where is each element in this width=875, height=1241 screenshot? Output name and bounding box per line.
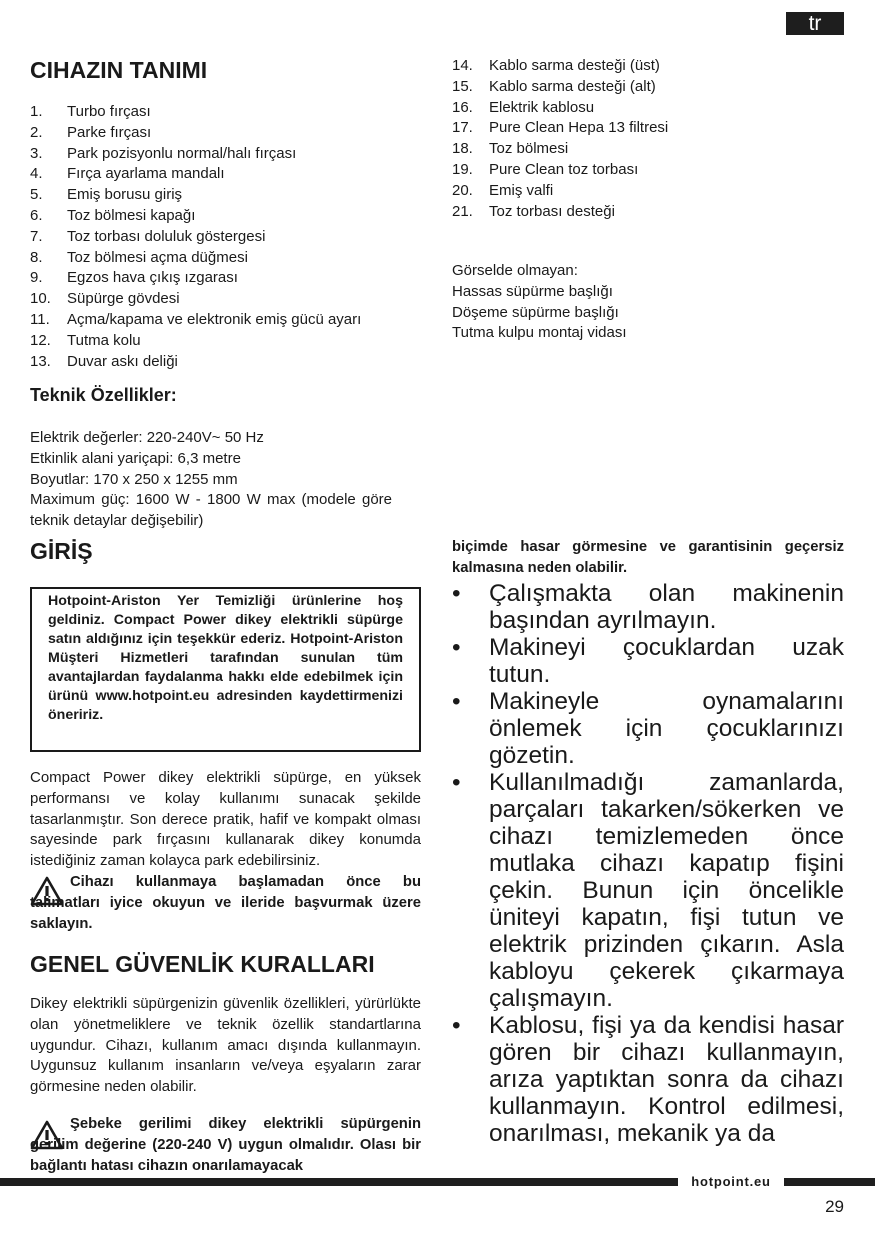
part-item [30, 352, 361, 373]
part-item [452, 160, 668, 181]
part-item [30, 185, 361, 206]
footer-rule-left [0, 1178, 678, 1186]
bullet-dot: • [452, 769, 461, 796]
part-item [30, 164, 361, 185]
spec-line: Boyutlar: 170 x 250 x 1255 mm [30, 470, 238, 488]
part-number: 2. [30, 123, 43, 141]
part-label: Toz bölmesi açma düğmesi [67, 248, 248, 266]
part-number: 12. [30, 331, 51, 349]
part-label: Toz torbası desteği [489, 202, 615, 220]
part-number: 14. [452, 57, 473, 74]
safety-bullet-text: Makineyle oynamalarını önlemek için çocuklarınızı gözetin. [489, 688, 844, 769]
safety-paragraph: Dikey elektrikli süpürgenizin güvenlik özellikleri, yürürlükte olan yönetmeliklere ve teknik özellik standartlarına uygundur. Cihazı, kullanım amacı dışında kullanmayın. Uygunsuz kullanım insanların ve/veya eşyaların zarar görmesine neden olabilir. [30, 995, 421, 1096]
bullet-dot: • [452, 1012, 461, 1039]
spec-line: Elektrik değerler: 220-240V~ 50 Hz [30, 429, 264, 446]
part-item [452, 202, 668, 223]
part-number: 3. [30, 144, 43, 162]
part-item [30, 227, 361, 248]
part-label: Emiş borusu giriş [67, 186, 183, 204]
part-number: 11. [30, 310, 50, 328]
part-number: 16. [452, 98, 473, 116]
not-shown-list [452, 261, 627, 344]
part-item [30, 144, 361, 165]
part-item [30, 102, 361, 123]
part-number: 21. [452, 202, 473, 220]
safety-bullet-text: Kablosu, fişi ya da kendisi hasar gören bir cihazı kullanmayın, arıza yaptıktan sonra da cihazı kullanmayın. Kontrol edilmesi, onarılması, mekanik ya da [489, 1012, 844, 1147]
part-item [452, 77, 668, 98]
not-shown-item: Hassas süpürme başlığı [452, 282, 613, 300]
safety-bullet [452, 580, 844, 634]
part-label: Elektrik kablosu [489, 98, 595, 116]
part-item [452, 56, 668, 77]
safety-bullet [452, 769, 844, 1012]
not-shown-item: Tutma kulpu montaj vidası [452, 324, 627, 342]
parts-list-right [452, 56, 668, 222]
part-number: 15. [452, 77, 473, 95]
part-item [452, 118, 668, 139]
part-number: 5. [30, 186, 43, 204]
part-label: Toz bölmesi kapağı [67, 206, 196, 224]
part-label: Toz bölmesi [489, 140, 569, 158]
part-item [30, 123, 361, 144]
safety-bullet-text: Kullanılmadığı zamanlarda, parçaları takarken/sökerken ve cihazı temizlemeden önce mutlaka cihazı kapatıp fişini çekin. Bunun için öncelikle üniteyi kapatın, fişi tutun ve elektrik prizinden çıkarın. Asla kabloyu çekerek çıkarmaya çalışmayın. [489, 769, 844, 1012]
part-number: 18. [452, 140, 473, 158]
part-label: Egzos hava çıkış ızgarası [67, 269, 238, 287]
part-label: Kablo sarma desteği (üst) [489, 57, 660, 74]
parts-list-left [30, 102, 361, 372]
safety-title: GENEL GÜVENLİK KURALLARI [30, 951, 375, 977]
footer-rule-right [784, 1178, 875, 1186]
safety-warning: Şebeke gerilimi dikey elektrikli süpürgenin gerilim değerine (220-240 V) uygun olmalıdır. Olası bir bağlantı hatası cihazın onarılamayacak [30, 1116, 421, 1174]
welcome-box [30, 587, 421, 752]
part-label: Pure Clean toz torbası [489, 160, 639, 178]
welcome-text: Hotpoint-Ariston Yer Temizliği ürünlerine hoş geldiniz. Compact Power dikey elektrikli süpürge satın aldığınız için teşekkür ederiz. Hotpoint-Ariston Müşteri Hizmetleri tarafından sunulan tüm avantajlardan faydalanma hakkı elde edebilmek için ürünü www.hotpoint.eu adresinden kaydettirmenizi öneririz. [48, 593, 403, 723]
part-number: 19. [452, 160, 473, 178]
part-item [452, 181, 668, 202]
part-label: Park pozisyonlu normal/halı fırçası [67, 144, 297, 162]
not-shown-item: Görselde olmayan: [452, 262, 578, 279]
safety-bullet-text: Çalışmakta olan makinenin başından ayrılmayın. [489, 580, 844, 634]
part-item [30, 248, 361, 269]
part-item [30, 331, 361, 352]
intro-paragraph: Compact Power dikey elektrikli süpürge, en yüksek performansı ve kolay kullanımı sunacak şekilde tasarlanmıştır. Son derece pratik, hafif ve kompakt olması sayesinde park fırçasını kullanarak dikey konumda istediğiniz zaman kolayca park edebilirsiniz. [30, 769, 421, 870]
part-label: Toz torbası doluluk göstergesi [67, 227, 266, 245]
page-number: 29 [825, 1197, 844, 1216]
part-number: 17. [452, 119, 473, 137]
bullet-dot: • [452, 580, 461, 607]
part-label: Tutma kolu [67, 331, 141, 349]
specs-title: Teknik Özellikler: [30, 385, 177, 405]
safety-warning-continued: biçimde hasar görmesine ve garantisinin geçersiz kalmasına neden olabilir. [452, 539, 844, 576]
part-number: 8. [30, 248, 43, 266]
device-section-title: CIHAZIN TANIMI [30, 57, 208, 83]
part-number: 6. [30, 206, 43, 224]
part-item [30, 310, 361, 331]
intro-warning: Cihazı kullanmaya başlamadan önce bu talimatları iyice okuyun ve ileride başvurmak üzere saklayın. [30, 874, 421, 932]
part-label: Kablo sarma desteği (alt) [489, 77, 656, 95]
bullet-dot: • [452, 634, 461, 661]
safety-bullet-text: Makineyi çocuklardan uzak tutun. [489, 634, 844, 688]
intro-title: GİRİŞ [30, 538, 93, 564]
part-item [30, 289, 361, 310]
part-label: Fırça ayarlama mandalı [67, 165, 225, 183]
not-shown-item: Döşeme süpürme başlığı [452, 303, 619, 321]
part-label: Süpürge gövdesi [67, 290, 180, 308]
part-item [452, 139, 668, 160]
part-label: Pure Clean Hepa 13 filtresi [489, 119, 669, 137]
specs-lines [30, 428, 264, 490]
part-label: Emiş valfi [489, 181, 554, 199]
part-label: Parke fırçası [67, 123, 152, 141]
safety-bullet [452, 634, 844, 688]
part-number: 9. [30, 269, 43, 287]
part-number: 13. [30, 352, 51, 370]
part-number: 20. [452, 181, 473, 199]
part-label: Açma/kapama ve elektronik emiş gücü ayarı [67, 310, 362, 328]
safety-bullet [452, 688, 844, 769]
safety-bullet [452, 1012, 844, 1147]
part-item [30, 268, 361, 289]
part-number: 4. [30, 165, 43, 183]
part-label: Duvar askı deliği [67, 352, 178, 370]
specs-power: Maximum güç: 1600 W - 1800 W max (modele göre teknik detaylar değişebilir) [30, 491, 392, 529]
part-label: Turbo fırçası [67, 103, 151, 120]
part-item [30, 206, 361, 227]
bullet-dot: • [452, 688, 461, 715]
language-tab: tr [786, 12, 844, 35]
safety-bullet-list [452, 580, 844, 1147]
part-number: 1. [30, 103, 43, 120]
part-number: 7. [30, 227, 43, 245]
part-number: 10. [30, 290, 51, 308]
spec-line: Etkinlik alani yariçapi: 6,3 metre [30, 449, 241, 467]
part-item [452, 98, 668, 119]
footer-brand: hotpoint.eu [691, 1174, 771, 1189]
